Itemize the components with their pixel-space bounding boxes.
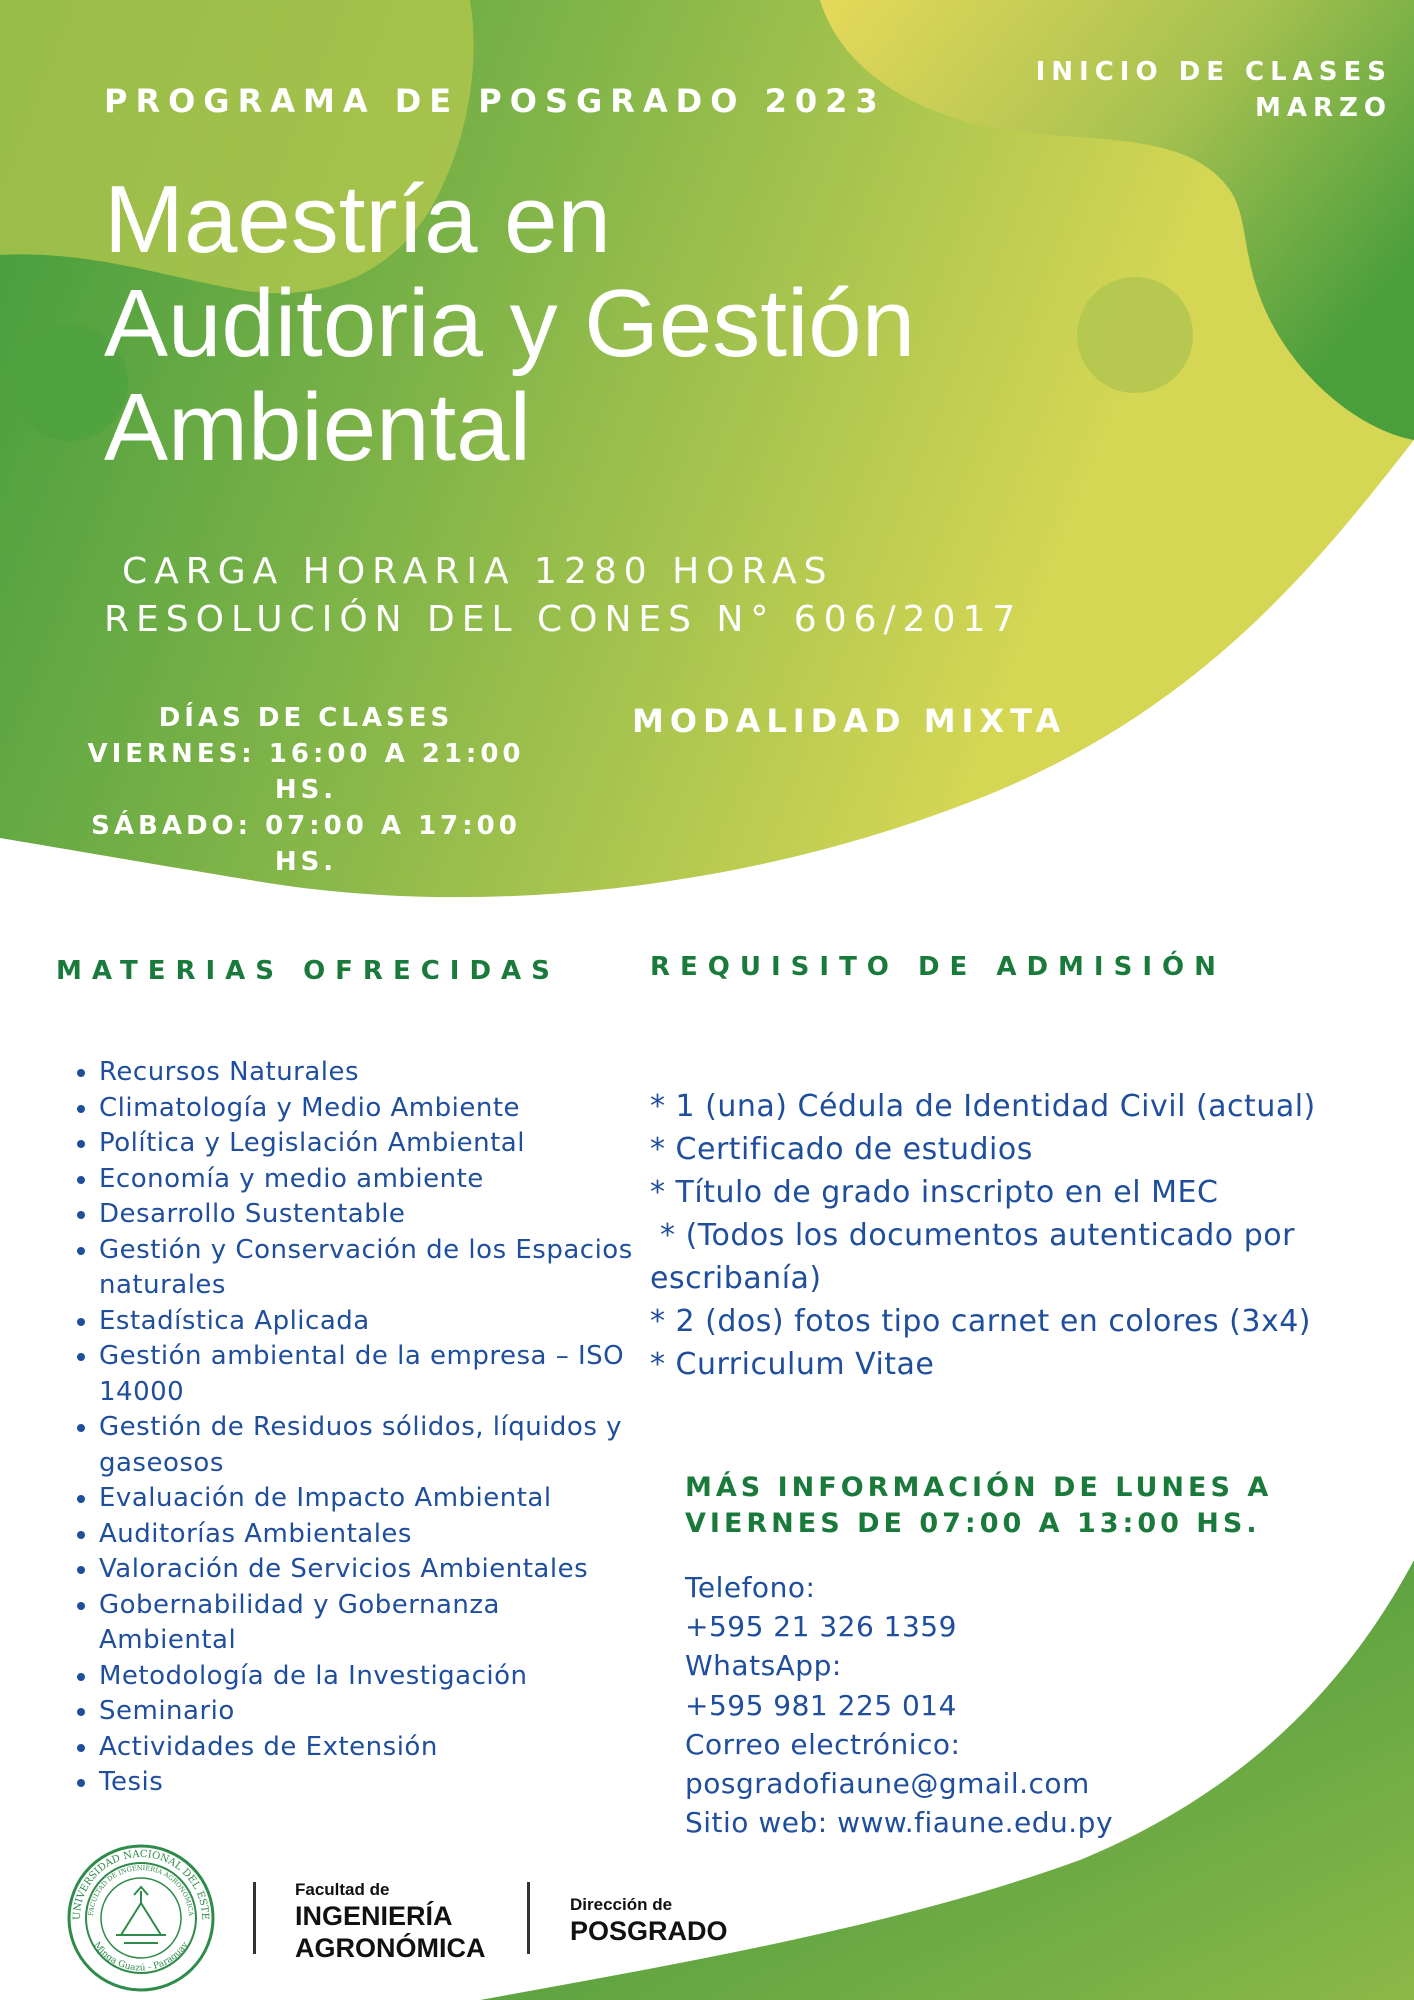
requirement-item: * 2 (dos) fotos tipo carnet en colores (3x4) bbox=[650, 1304, 1311, 1339]
subjects-list bbox=[64, 1055, 639, 1801]
subjects-heading: MATERIAS OFRECIDAS bbox=[56, 956, 560, 986]
list-item: • Valoración de Servicios Ambientales bbox=[99, 1552, 639, 1588]
requirement-item: * Título de grado inscripto en el MEC bbox=[650, 1175, 1219, 1210]
list-item: • Política y Legislación Ambiental bbox=[99, 1126, 639, 1162]
list-item: • Economía y medio ambiente bbox=[99, 1162, 639, 1198]
faculty-line-2: AGRONÓMICA bbox=[295, 1933, 486, 1963]
faculty-line-1: INGENIERÍA bbox=[295, 1901, 453, 1931]
faculty-logo-text bbox=[295, 1880, 486, 1964]
program-label: PROGRAMA DE POSGRADO 2023 bbox=[104, 82, 886, 120]
list-item: • Gobernabilidad y Gobernanza Ambiental bbox=[99, 1588, 639, 1659]
title-line-2: Auditoria y Gestión bbox=[104, 270, 916, 377]
whatsapp-label: WhatsApp: bbox=[685, 1649, 842, 1683]
faculty-small: Facultad de bbox=[295, 1880, 390, 1899]
modality-text: MODALIDAD MIXTA bbox=[632, 702, 1067, 740]
whatsapp-number[interactable]: +595 981 225 014 bbox=[685, 1688, 957, 1722]
days-saturday: SÁBADO: 07:00 A 17:00 HS. bbox=[91, 811, 521, 877]
requirement-item: * (Todos los documentos autenticado por bbox=[650, 1218, 1295, 1253]
title-line-3: Ambiental bbox=[104, 374, 531, 481]
email-link[interactable]: posgradofiaune@gmail.com bbox=[685, 1767, 1090, 1801]
phone-label: Telefono: bbox=[685, 1571, 816, 1604]
list-item: • Tesis bbox=[99, 1765, 639, 1801]
list-item: • Gestión y Conservación de los Espacios naturales bbox=[99, 1233, 639, 1304]
contact-block bbox=[685, 1568, 1113, 1842]
class-days-block bbox=[56, 700, 556, 880]
start-month: MARZO bbox=[1255, 93, 1392, 123]
hours-text: CARGA HORARIA 1280 HORAS bbox=[122, 551, 834, 592]
list-item: • Climatología y Medio Ambiente bbox=[99, 1091, 639, 1127]
list-item: • Metodología de la Investigación bbox=[99, 1659, 639, 1695]
seal-text-inner: FACULTAD DE INGENIERÍA AGRONÓMICA bbox=[87, 1863, 195, 1917]
list-item: • Evaluación de Impacto Ambiental bbox=[99, 1481, 639, 1517]
title-line-1: Maestría en bbox=[104, 166, 611, 273]
list-item: • Actividades de Extensión bbox=[99, 1730, 639, 1766]
direction-big: POSGRADO bbox=[570, 1916, 728, 1946]
list-item: • Recursos Naturales bbox=[99, 1055, 639, 1091]
info-heading bbox=[685, 1470, 1272, 1542]
list-item: • Seminario bbox=[99, 1694, 639, 1730]
footer-divider-2 bbox=[527, 1882, 530, 1954]
direction-logo-text bbox=[570, 1895, 728, 1947]
requirement-item: * 1 (una) Cédula de Identidad Civil (actual) bbox=[650, 1089, 1316, 1124]
hours-resolution-block bbox=[104, 548, 1022, 644]
info-heading-line-2: VIERNES DE 07:00 A 13:00 HS. bbox=[685, 1508, 1261, 1539]
requirement-item: escribanía) bbox=[650, 1261, 822, 1296]
seal-text-top: UNIVERSIDAD NACIONAL DEL ESTE bbox=[71, 1848, 211, 1921]
days-friday: VIERNES: 16:00 A 21:00 HS. bbox=[87, 739, 525, 805]
website-link[interactable]: Sitio web: www.fiaune.edu.py bbox=[685, 1806, 1114, 1840]
requirement-item: * Certificado de estudios bbox=[650, 1132, 1033, 1167]
list-item: • Gestión ambiental de la empresa – ISO 14000 bbox=[99, 1339, 639, 1410]
direction-small: Dirección de bbox=[570, 1895, 673, 1914]
requirements-list bbox=[650, 1085, 1370, 1386]
phone-number[interactable]: +595 21 326 1359 bbox=[685, 1610, 957, 1644]
list-item: • Gestión de Residuos sólidos, líquidos y gaseosos bbox=[99, 1410, 639, 1481]
page-title bbox=[104, 168, 1204, 480]
seal-text-bottom: Minga Guazú - Paraguay bbox=[91, 1940, 191, 1974]
start-date-block bbox=[1036, 54, 1392, 126]
days-label: DÍAS DE CLASES bbox=[158, 703, 454, 733]
start-label: INICIO DE CLASES bbox=[1035, 57, 1392, 87]
list-item: • Estadística Aplicada bbox=[99, 1304, 639, 1340]
email-label: Correo electrónico: bbox=[685, 1727, 961, 1761]
requirement-item: * Curriculum Vitae bbox=[650, 1347, 935, 1382]
list-item: • Auditorías Ambientales bbox=[99, 1517, 639, 1553]
info-heading-line-1: MÁS INFORMACIÓN DE LUNES A bbox=[685, 1472, 1273, 1503]
list-item: • Desarrollo Sustentable bbox=[99, 1197, 639, 1233]
footer-divider-1 bbox=[253, 1882, 256, 1954]
resolution-text: RESOLUCIÓN DEL CONES N° 606/2017 bbox=[104, 599, 1023, 640]
requirements-heading: REQUISITO DE ADMISIÓN bbox=[650, 952, 1226, 982]
university-seal-logo bbox=[66, 1843, 216, 1993]
